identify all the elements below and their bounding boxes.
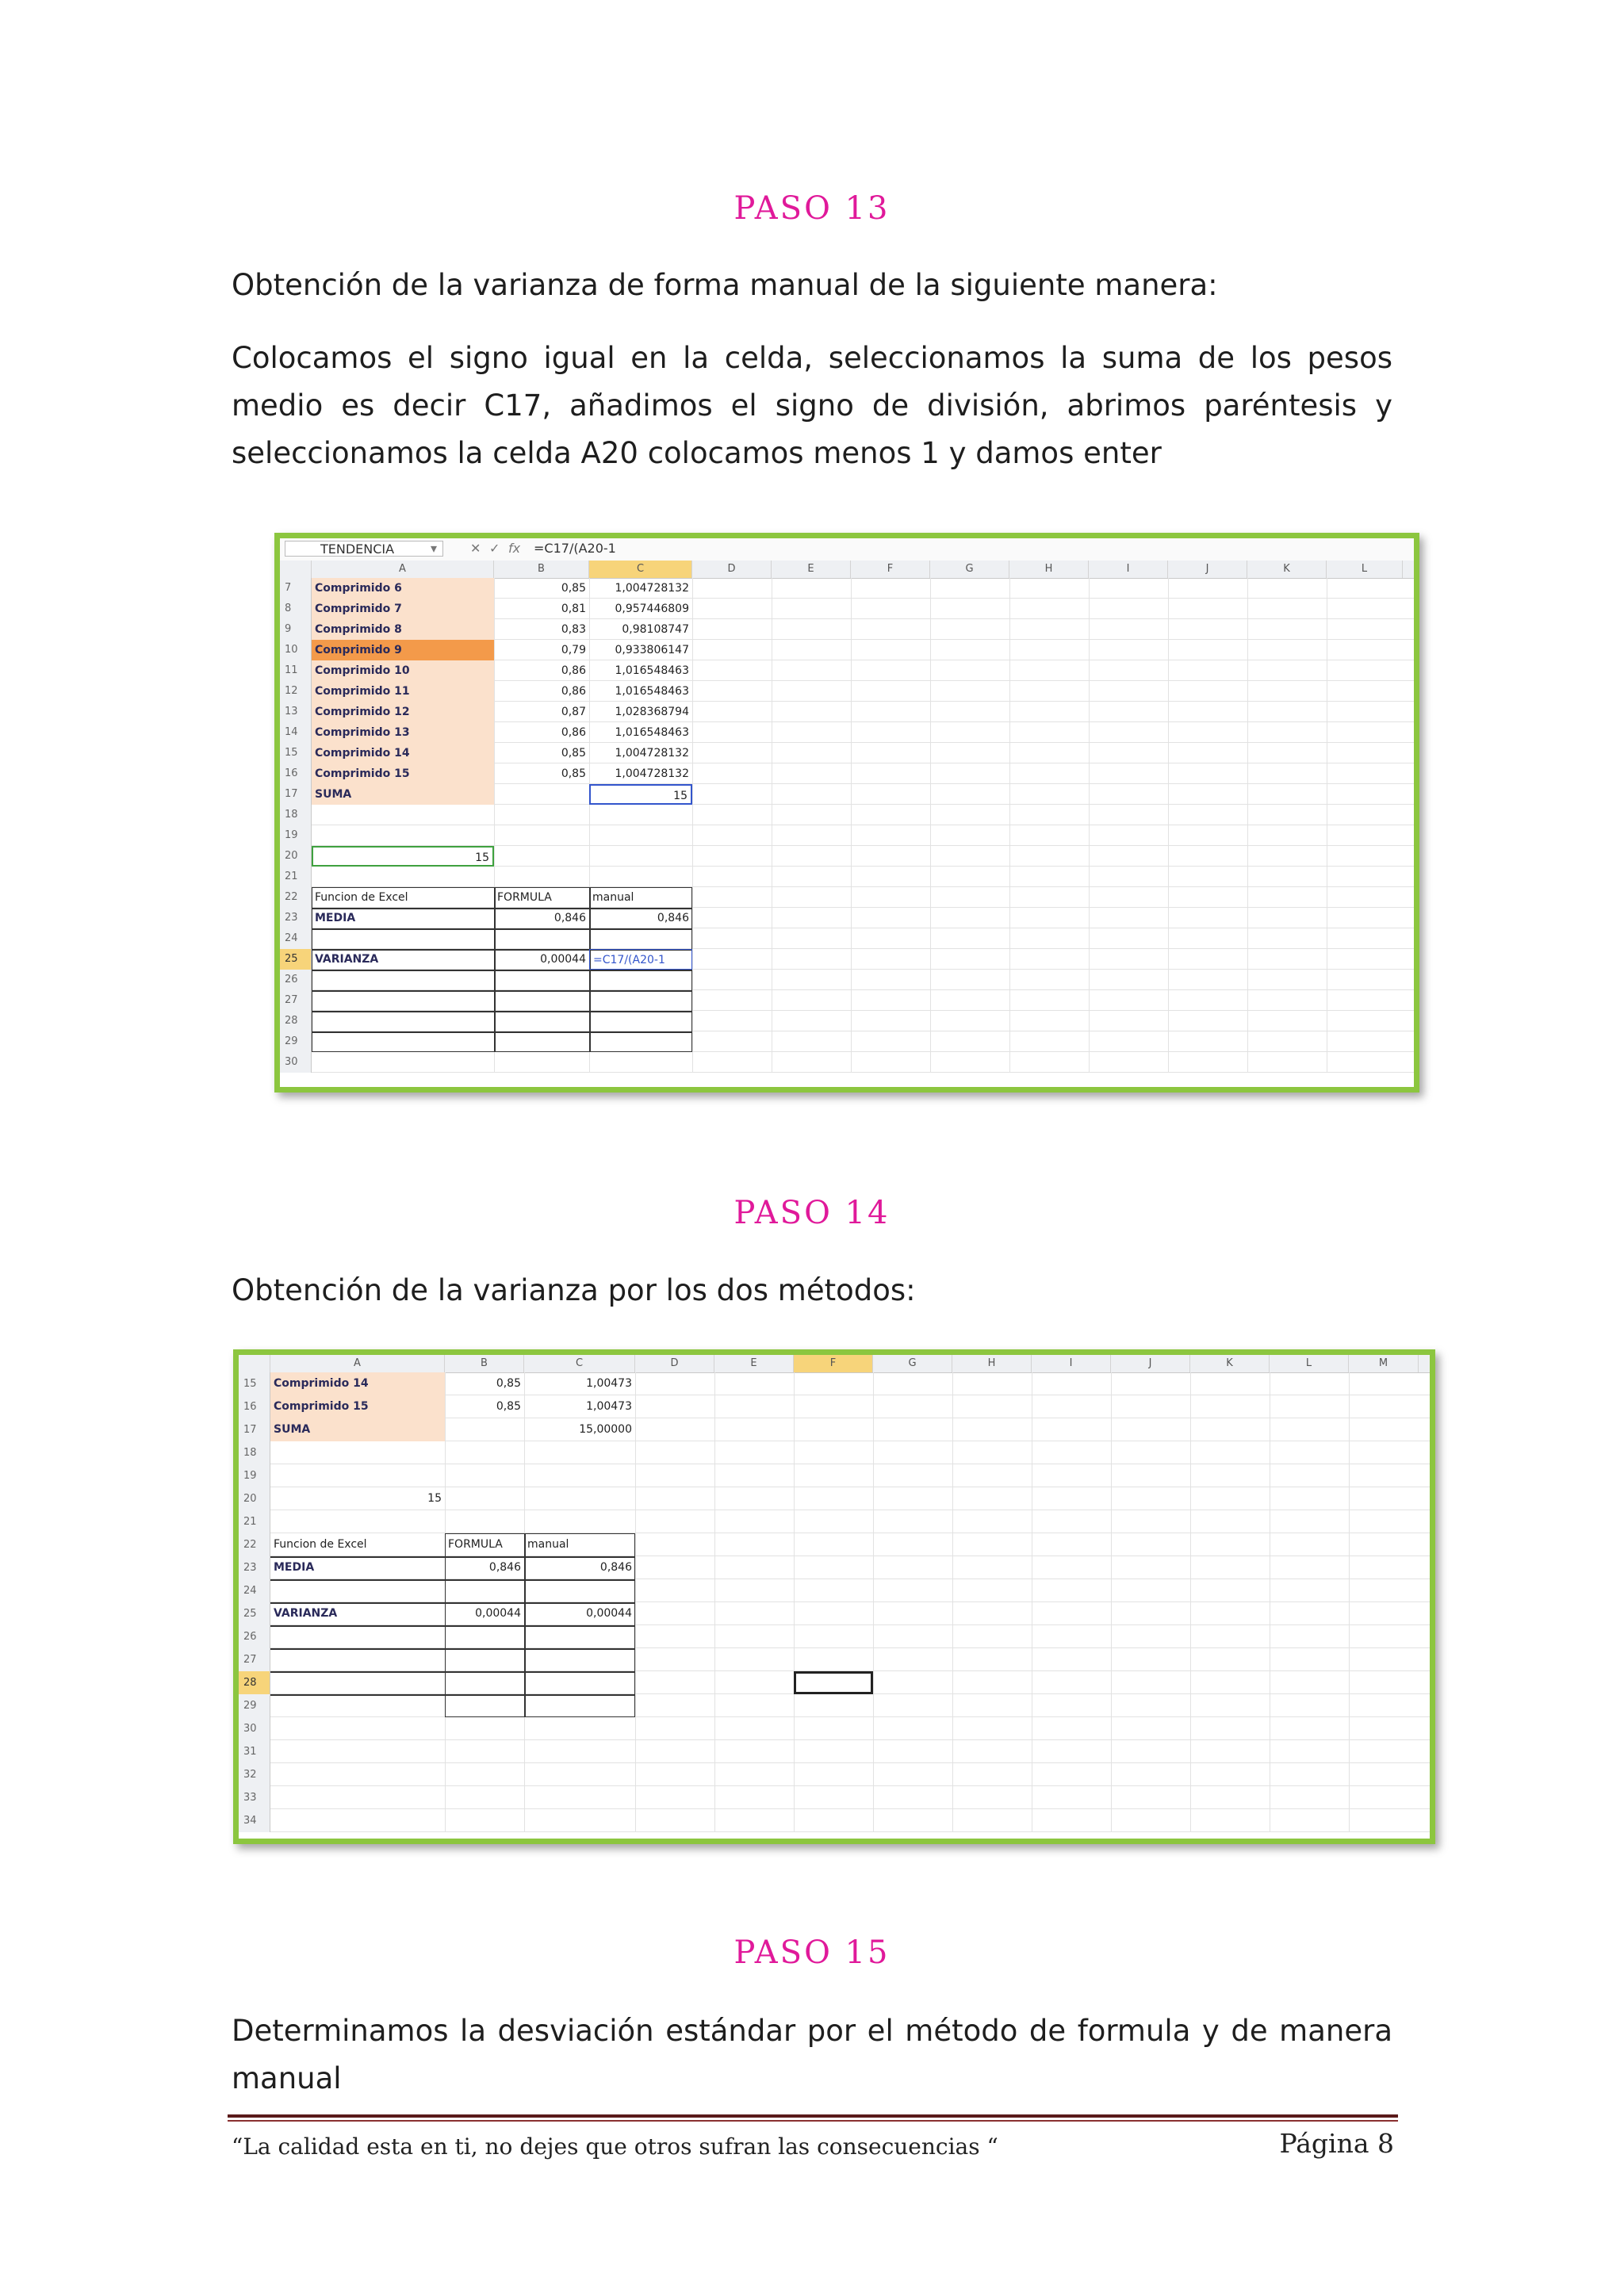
cell-value-c: 1,004728132 — [615, 747, 689, 760]
column-header-k: K — [1190, 1355, 1270, 1372]
table-line — [270, 1648, 635, 1650]
cell-value-b: 0,86 — [561, 685, 586, 698]
row-header-21: 21 — [239, 1510, 270, 1533]
row-header-25: 25 — [280, 949, 312, 970]
cell-value-b: 0,81 — [561, 603, 586, 615]
cell-value-b: 0,85 — [496, 1400, 521, 1413]
footer-quote: “La calidad esta en ti, no dejes que otros sufran las consecuencias “ — [232, 2133, 998, 2160]
column-header-h: H — [1009, 561, 1089, 578]
column-corner — [239, 1355, 270, 1372]
table-line — [312, 970, 692, 971]
spreadsheet-screenshot-1 — [274, 533, 1419, 1093]
row-header-24: 24 — [280, 928, 312, 949]
column-header-m: M — [1349, 1355, 1419, 1372]
row-header-10: 10 — [280, 640, 312, 660]
heading-paso-13: PASO 13 — [733, 190, 891, 227]
gridline — [952, 1372, 953, 1832]
gridline — [1168, 578, 1169, 1073]
row-header-27: 27 — [280, 990, 312, 1011]
page-number: Página 8 — [1279, 2128, 1394, 2159]
row-header-27: 27 — [239, 1648, 270, 1671]
cell-suma-value: 15,00000 — [579, 1423, 632, 1436]
column-header-h: H — [952, 1355, 1032, 1372]
gridline — [873, 1372, 874, 1832]
table-varianza-formula: 0,00044 — [475, 1607, 521, 1620]
table-media-label: MEDIA — [274, 1561, 315, 1574]
row-header-16: 16 — [239, 1395, 270, 1418]
cell-value-c: 0,933806147 — [615, 644, 689, 656]
cell-value-c: 0,957446809 — [615, 603, 689, 615]
cell-value-c: 0,98108747 — [622, 623, 689, 636]
column-header-i: I — [1089, 561, 1168, 578]
table-media-formula: 0,846 — [553, 912, 586, 924]
gridline — [1190, 1372, 1191, 1832]
table-media-manual: 0,846 — [599, 1561, 632, 1574]
row-header-19: 19 — [239, 1464, 270, 1487]
row-header-15: 15 — [280, 743, 312, 763]
column-header-a: A — [270, 1355, 445, 1372]
cell-label: Comprimido 14 — [270, 1372, 445, 1395]
gridline — [930, 578, 931, 1073]
cell-value-b: 0,86 — [561, 664, 586, 677]
column-header-g: G — [873, 1355, 952, 1372]
row-header-29: 29 — [239, 1694, 270, 1717]
cell-suma-value: 15 — [589, 784, 692, 805]
row-header-15: 15 — [239, 1372, 270, 1395]
table-header-manual: manual — [527, 1538, 569, 1551]
cell-value-b: 0,79 — [561, 644, 586, 656]
row-header-24: 24 — [239, 1579, 270, 1602]
row-header-22: 22 — [280, 887, 312, 908]
column-header-l: L — [1327, 561, 1403, 578]
table-varianza-label: VARIANZA — [274, 1607, 338, 1620]
table-header-label: Funcion de Excel — [315, 891, 408, 904]
column-corner — [280, 561, 312, 578]
cell-value-c: 1,004728132 — [615, 582, 689, 595]
active-cell-selection — [794, 1671, 873, 1694]
table-header-manual: manual — [592, 891, 634, 904]
column-header-f: F — [851, 561, 930, 578]
column-header-j: J — [1111, 1355, 1190, 1372]
column-header-c: C — [524, 1355, 635, 1372]
table-header-formula: FORMULA — [448, 1538, 503, 1551]
table-line — [270, 1625, 635, 1627]
column-header-i: I — [1032, 1355, 1111, 1372]
row-header-17: 17 — [239, 1418, 270, 1441]
gridline — [1111, 1372, 1112, 1832]
column-header-j: J — [1168, 561, 1247, 578]
function-icon: fx — [508, 541, 521, 556]
column-header-c: C — [589, 561, 692, 578]
paragraph-intro-15: Determinamos la desviación estándar por el método de formula y de manera manual — [232, 2014, 1392, 2095]
cell-value-b: 0,85 — [561, 767, 586, 780]
cell-label: Comprimido 8 — [312, 619, 494, 640]
cell-value-c: 1,00473 — [586, 1377, 632, 1390]
table-line — [312, 1011, 692, 1012]
row-header-16: 16 — [280, 763, 312, 784]
column-header-d: D — [692, 561, 772, 578]
paragraph-steps-13: Colocamos el signo igual en la celda, seleccionamos la suma de los pesos medio es decir C17, añadimos el signo de división, abrimos paréntesis y seleccionamos la celda A20 colocamos menos 1 y damos enter — [232, 341, 1392, 470]
row-header-26: 26 — [280, 970, 312, 990]
table-media-formula: 0,846 — [488, 1561, 521, 1574]
cancel-icon: ✕ — [470, 541, 481, 556]
gridline — [1349, 1372, 1350, 1832]
cell-value-c: 1,028368794 — [615, 706, 689, 718]
paragraph-intro-13: Obtención de la varianza de forma manual de la siguiente manera: — [232, 268, 1218, 302]
cell-label: Comprimido 12 — [312, 702, 494, 722]
column-header-d: D — [635, 1355, 714, 1372]
column-header-e: E — [772, 561, 851, 578]
row-header-8: 8 — [280, 599, 312, 619]
column-header-a: A — [312, 561, 494, 578]
gridline — [1009, 578, 1010, 1073]
column-header-g: G — [930, 561, 1009, 578]
cell-value-b: 0,85 — [561, 747, 586, 760]
formula-bar — [280, 538, 1414, 561]
row-header-30: 30 — [239, 1717, 270, 1740]
heading-paso-15: PASO 15 — [733, 1934, 891, 1971]
cell-value-b: 0,85 — [561, 582, 586, 595]
table-varianza-label: VARIANZA — [315, 953, 379, 966]
cell-value-c: 1,00473 — [586, 1400, 632, 1413]
row-header-14: 14 — [280, 722, 312, 743]
row-header-34: 34 — [239, 1809, 270, 1832]
cell-label: Comprimido 15 — [270, 1395, 445, 1418]
row-header-30: 30 — [280, 1052, 312, 1073]
row-header-26: 26 — [239, 1625, 270, 1648]
row-header-28: 28 — [239, 1671, 270, 1694]
column-header-l: L — [1270, 1355, 1349, 1372]
gridline — [714, 1372, 715, 1832]
row-header-18: 18 — [280, 805, 312, 825]
row-header-20: 20 — [280, 846, 312, 867]
row-header-13: 13 — [280, 702, 312, 722]
cell-value-b: 0,85 — [496, 1377, 521, 1390]
row-header-25: 25 — [239, 1602, 270, 1625]
row-header-31: 31 — [239, 1740, 270, 1763]
column-headers — [280, 561, 1414, 579]
row-header-23: 23 — [280, 908, 312, 928]
cell-suma-label: SUMA — [312, 784, 494, 805]
row-header-28: 28 — [280, 1011, 312, 1031]
cell-label: Comprimido 11 — [312, 681, 494, 702]
cell-value-c: 1,016548463 — [615, 685, 689, 698]
table-line — [270, 1694, 635, 1696]
table-varianza-formula: 0,00044 — [540, 953, 586, 966]
dropdown-arrow-icon: ▾ — [431, 541, 438, 556]
row-header-33: 33 — [239, 1786, 270, 1809]
cell-label: Comprimido 7 — [312, 599, 494, 619]
column-header-b: B — [494, 561, 589, 578]
column-header-e: E — [714, 1355, 794, 1372]
table-line — [270, 1579, 635, 1581]
check-icon: ✓ — [489, 541, 500, 556]
cell-value-c: 1,004728132 — [615, 767, 689, 780]
gridline — [635, 1372, 636, 1832]
cell-value-b: 0,86 — [561, 726, 586, 739]
gridline — [1247, 578, 1248, 1073]
table-header-label: Funcion de Excel — [274, 1538, 367, 1551]
table-line — [312, 990, 692, 992]
heading-paso-14: PASO 14 — [733, 1195, 891, 1231]
cell-value-c: 1,016548463 — [615, 664, 689, 677]
row-header-18: 18 — [239, 1441, 270, 1464]
row-header-32: 32 — [239, 1763, 270, 1786]
row-header-9: 9 — [280, 619, 312, 640]
gridline — [1089, 578, 1090, 1073]
paragraph-intro-14: Obtención de la varianza por los dos métodos: — [232, 1273, 916, 1307]
column-headers — [239, 1355, 1430, 1373]
table-line — [312, 1031, 692, 1033]
row-header-7: 7 — [280, 578, 312, 599]
table-line — [270, 1671, 635, 1673]
row-header-21: 21 — [280, 867, 312, 887]
row-header-12: 12 — [280, 681, 312, 702]
row-header-17: 17 — [280, 784, 312, 805]
cell-label: Comprimido 9 — [312, 640, 494, 660]
cell-label: Comprimido 13 — [312, 722, 494, 743]
gridline — [794, 1372, 795, 1832]
table-media-label: MEDIA — [315, 912, 356, 924]
cell-value-c: 1,016548463 — [615, 726, 689, 739]
cell-value-b: 0,87 — [561, 706, 586, 718]
table-media-manual: 0,846 — [657, 912, 689, 924]
cell-value-b: 0,83 — [561, 623, 586, 636]
cell-suma-label: SUMA — [270, 1418, 445, 1441]
table-line — [312, 928, 692, 930]
cell-label: Comprimido 15 — [312, 763, 494, 784]
footer-rule-top — [228, 2114, 1398, 2118]
formula-text: =C17/(A20-1 — [534, 541, 616, 556]
column-header-f: F — [794, 1355, 873, 1372]
row-header-29: 29 — [280, 1031, 312, 1052]
cell-a20-value: 15 — [427, 1492, 442, 1505]
row-header-22: 22 — [239, 1533, 270, 1556]
spreadsheet-screenshot-2 — [233, 1349, 1435, 1844]
cell-label: Comprimido 10 — [312, 660, 494, 681]
gridline — [312, 1072, 1414, 1073]
footer-rule-bottom — [228, 2120, 1398, 2122]
column-header-k: K — [1247, 561, 1327, 578]
column-header-b: B — [445, 1355, 524, 1372]
gridline — [851, 578, 852, 1073]
row-header-20: 20 — [239, 1487, 270, 1510]
cell-label: Comprimido 6 — [312, 578, 494, 599]
name-box: TENDENCIA — [285, 541, 443, 557]
row-header-11: 11 — [280, 660, 312, 681]
cell-a20-value: 15 — [312, 846, 494, 867]
cell-label: Comprimido 14 — [312, 743, 494, 763]
row-header-19: 19 — [280, 825, 312, 846]
table-varianza-manual: =C17/(A20-1 — [589, 949, 692, 970]
gridline — [692, 578, 693, 1073]
row-header-23: 23 — [239, 1556, 270, 1579]
table-header-formula: FORMULA — [497, 891, 552, 904]
table-varianza-manual: 0,00044 — [586, 1607, 632, 1620]
